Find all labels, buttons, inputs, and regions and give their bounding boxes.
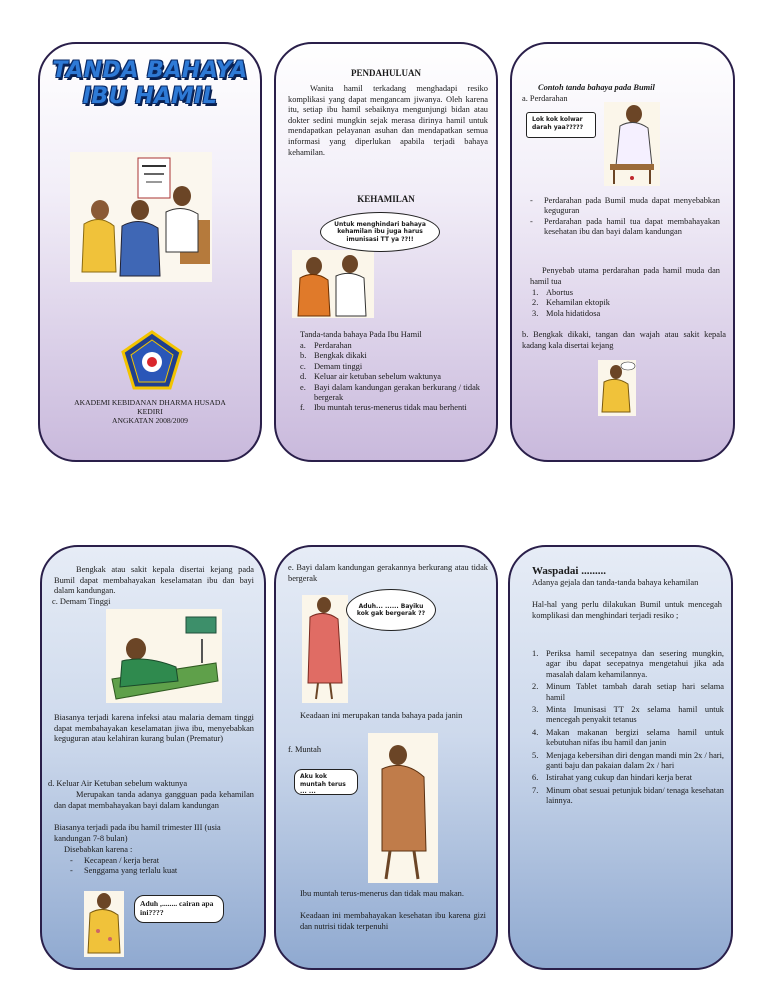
amniotic-text: Merupakan tanda adanya gangguan pada kehamilan dan dapat membahayakan bayi dalam kandungan [54, 790, 254, 810]
prevention-item [532, 751, 724, 772]
list-text: Ibu muntah terus-menerus tidak mau berhenti [314, 403, 467, 413]
list-text: Periksa hamil secepatnya dan sesering mungkin, agar ibu dapat secepatnya mengetahui jika ada masalah dalam kehamilannya. [546, 649, 724, 679]
list-marker: 6. [532, 773, 539, 783]
amniotic-cause-item [70, 866, 250, 876]
list-marker: 5. [532, 750, 539, 760]
list-text: Bengkak dikaki [314, 351, 367, 361]
amniotic-cause-item [70, 856, 250, 866]
fetal-movement-subheading: e. Bayi dalam kandungan gerakannya berkurang atau tidak bergerak [288, 563, 488, 583]
list-marker: b. [300, 351, 307, 361]
list-marker: - [70, 866, 73, 876]
list-text: Bayi dalam kandungan gerakan berkurang / tidak bergerak [314, 382, 480, 403]
swelling-danger-text: Bengkak atau sakit kepala disertai kejang pada Bumil dapat membahayakan keselamatan ibu dan bayi dalam kandungan. [54, 565, 254, 596]
vomiting-text: Ibu muntah terus-menerus dan tidak mau makan. [300, 889, 464, 898]
list-text: Minum Tablet tambah darah setiap hari selama hamil [546, 682, 724, 702]
list-marker: 4. [532, 727, 539, 737]
institution-city: KEDIRI [137, 407, 163, 417]
prevention-item [532, 705, 724, 726]
fetal-danger-text: Keadaan ini merupakan tanda bahaya pada janin [300, 711, 463, 720]
list-marker: d. [300, 372, 307, 382]
prevention-intro-detail: Hal-hal yang perlu dilakukan Bumil untuk mencegah komplikasi dan menghindari terjadi resiko ; [532, 600, 722, 620]
danger-signs-list [300, 341, 480, 414]
list-text: Kehamilan ektopik [546, 298, 610, 308]
vomiting-risk-text: Keadaan ini membahayakan kesehatan ibu karena gizi dan nutrisi tidak terpenuhi [300, 911, 486, 931]
fetal-movement-bubble: Aduh... ...... Bayiku kok gak bergerak ?? [346, 589, 436, 631]
list-marker: c. [300, 361, 306, 371]
amniotic-trimester-text: Biasanya terjadi pada ibu hamil trimester III (usia kandungan 7-8 bulan) [54, 823, 221, 843]
cover-title-line1: TANDA BAHAYA [52, 58, 248, 83]
list-text: Perdarahan [314, 341, 352, 350]
bleeding-cause-item [532, 288, 712, 298]
prevention-list [532, 649, 724, 807]
swelling-subheading: b. Bengkak dikaki, tangan dan wajah atau sakit kepala kadang kala disertai kejang [522, 330, 726, 350]
list-marker: 3. [532, 705, 539, 715]
list-text: Makan makanan bergizi selama hamil untuk kebutuhan nifas ibu hamil dan janin [546, 727, 724, 748]
list-text: Perdarahan pada Bumil muda dapat menyebabkan keguguran [544, 196, 720, 216]
fetal-movement-illustration [302, 595, 348, 703]
list-marker: 2. [532, 298, 539, 308]
fever-text: Biasanya terjadi karena infeksi atau malaria demam tinggi dapat membahayakan keselamatan jiwa ibu, menyebabkan keguguran atau kelahiran kurang bulan (Prematur) [54, 713, 254, 744]
bleeding-effects-list [530, 196, 720, 238]
immunization-illustration [292, 250, 374, 318]
institution-name: AKADEMI KEBIDANAN DHARMA HUSADA [74, 398, 226, 407]
danger-list-title: Tanda-tanda bahaya Pada Ibu Hamil [300, 330, 422, 339]
prevention-intro: Adanya gejala dan tanda-tanda bahaya kehamilan [532, 578, 699, 587]
vomiting-illustration [368, 733, 438, 883]
list-text: Keluar air ketuban sebelum waktunya [314, 372, 441, 382]
list-marker: 3. [532, 308, 539, 318]
list-marker: f. [300, 403, 305, 413]
bleeding-cause-text: Penyebab utama perdarahan pada hamil muda dan hamil tua [530, 266, 720, 286]
panel-prevention [508, 545, 733, 970]
list-text: Perdarahan pada hamil tua dapat membahayakan kesehatan ibu dan bayi dalam kandungan [544, 216, 720, 237]
bleeding-illustration [604, 102, 660, 186]
amniotic-illustration [84, 891, 124, 957]
amniotic-cause-label: Disebabkan karena : [64, 845, 133, 854]
list-marker: 1. [532, 649, 539, 658]
vomiting-subheading: f. Muntah [288, 745, 322, 754]
clinic-illustration [70, 152, 212, 282]
list-marker: - [530, 216, 533, 226]
intro-heading: PENDAHULUAN [350, 68, 421, 78]
panel-introduction [274, 42, 498, 462]
immunization-bubble: Untuk menghindari bahaya kehamilan ibu juga harus imunisasi TT ya ??!! [320, 212, 440, 252]
list-text: Demam tinggi [314, 361, 363, 371]
danger-sign-item [300, 351, 480, 361]
danger-sign-item [300, 341, 480, 351]
prevention-item [532, 649, 724, 680]
panel-fetal-movement [274, 545, 498, 970]
bleeding-effect-item [530, 217, 720, 238]
amniotic-bubble: Aduh ,........ cairan apa ini???? [134, 895, 224, 923]
bleeding-cause-item [532, 309, 712, 319]
vomiting-bubble: Aku kok muntah terus ... ... [294, 769, 358, 795]
academy-logo [120, 330, 184, 394]
bleeding-effect-item [530, 196, 720, 217]
prevention-item [532, 773, 724, 783]
amniotic-subheading: d. Keluar Air Ketuban sebelum waktunya [48, 779, 188, 788]
danger-sign-item [300, 383, 480, 404]
list-marker: a. [300, 341, 306, 350]
fever-subheading: c. Demam Tinggi [52, 597, 111, 606]
bleeding-bubble: Lok kok kolwar darah yaa????? [526, 112, 596, 138]
intro-paragraph: Wanita hamil terkadang menghadapi resiko komplikasi yang dapat mengancam jiwanya. Oleh karena itu, setiap ibu hamil sebaiknya mengunjungi bidan atau dokter sedini mungkin sejak merasa dirinya hamil untuk mendapatkan pelayanan asuhan dan mendapatkan semua informasi yang diperlukan apabila terjadi bahaya kehamilan. [288, 84, 488, 157]
list-marker: 2. [532, 682, 539, 692]
prevention-item [532, 786, 724, 807]
bleeding-subheading: a. Perdarahan [522, 94, 568, 103]
panel-signs-continued [40, 545, 266, 970]
list-text: Istirahat yang cukup dan hindari kerja berat [546, 773, 693, 783]
panel-cover [38, 42, 262, 462]
danger-sign-item [300, 403, 480, 413]
cover-title-line2: IBU HAMIL [82, 84, 218, 109]
prevention-item [532, 728, 724, 749]
list-text: Abortus [546, 288, 573, 297]
list-text: Menjaga kebersihan diri dengan mandi min 2x / hari, ganti baju dan pakaian dalam 2x / hari [546, 750, 724, 771]
examples-heading: Contoh tanda bahaya pada Bumil [538, 83, 655, 92]
bleeding-causes-list [532, 288, 712, 319]
list-text: Minta Imunisasi TT 2x selama hamil untuk mencegah penyakit tetanus [546, 705, 724, 725]
danger-sign-item [300, 362, 480, 372]
bleeding-cause-item [532, 298, 712, 308]
list-marker: 1. [532, 288, 539, 297]
amniotic-causes-list [70, 856, 250, 877]
pregnancy-heading: KEHAMILAN [357, 194, 415, 204]
list-marker: e. [300, 382, 306, 392]
list-text: Mola hidatidosa [546, 308, 601, 318]
swelling-illustration [598, 360, 636, 416]
institution-cohort: ANGKATAN 2008/2009 [112, 416, 188, 426]
list-marker: - [70, 856, 73, 865]
list-text: Senggama yang terlalu kuat [84, 866, 178, 876]
danger-sign-item [300, 372, 480, 382]
list-text: Kecapean / kerja berat [84, 856, 160, 865]
panel-examples [510, 42, 735, 462]
prevention-item [532, 682, 724, 703]
list-marker: 7. [532, 785, 539, 795]
fever-illustration [106, 609, 222, 703]
list-marker: - [530, 196, 533, 205]
list-text: Minum obat sesuai petunjuk bidan/ tenaga kesehatan lainnya. [546, 785, 724, 806]
prevention-heading: Waspadai ......... [532, 565, 606, 577]
